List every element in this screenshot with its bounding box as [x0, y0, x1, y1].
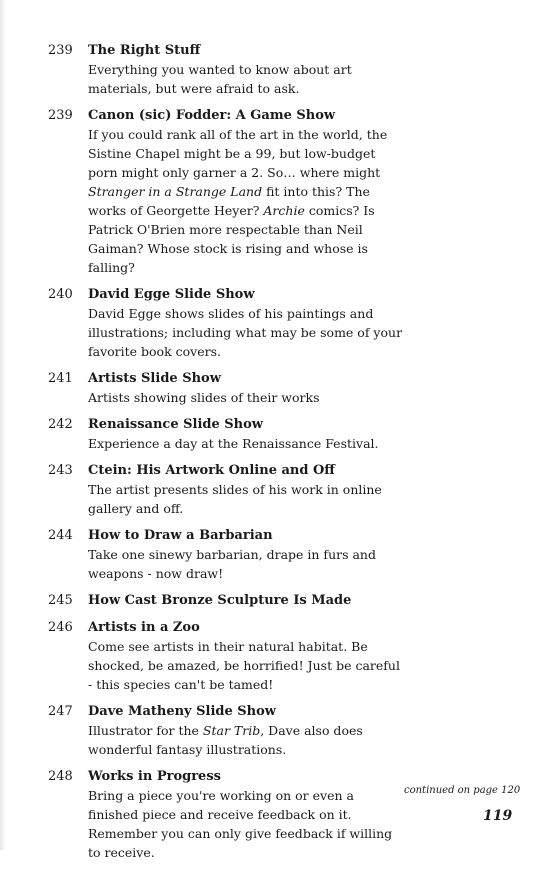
entry-body: [88, 591, 408, 610]
entry-description: Bring a piece you're working on or even a finished piece and receive feedback on it. Remember you can only give feedback if willing to receive.: [88, 788, 393, 860]
program-entry: [48, 369, 408, 407]
entry-body: [88, 285, 408, 361]
entry-title: David Egge Slide Show: [88, 287, 255, 302]
program-entry: [48, 106, 408, 277]
comic-title: Archie: [263, 203, 305, 218]
description-text: comics? Is Patrick O'Brien more respectable than Neil Gaiman? Whose stock is rising and whose is falling?: [88, 203, 375, 275]
entry-description: Take one sinewy barbarian, drape in furs and weapons - now draw!: [88, 547, 376, 581]
entry-body: [88, 369, 408, 407]
entry-number: 247: [48, 704, 73, 719]
entry-title: How Cast Bronze Sculpture Is Made: [88, 593, 352, 608]
entry-body: [88, 106, 408, 277]
program-entry: [48, 41, 408, 98]
entry-number: 239: [48, 108, 73, 123]
entry-title: Canon (sic) Fodder: A Game Show: [88, 108, 336, 123]
program-listing: [48, 41, 408, 870]
book-title: Stranger in a Strange Land: [88, 184, 263, 199]
entry-title: Artists in a Zoo: [88, 620, 200, 635]
description-text: , Dave also does wonderful fantasy illustrations.: [88, 723, 363, 757]
entry-title: How to Draw a Barbarian: [88, 528, 273, 543]
program-entry: [48, 618, 408, 694]
program-entry: [48, 767, 408, 862]
entry-number: 241: [48, 371, 73, 386]
program-entry: [48, 526, 408, 583]
entry-body: [88, 526, 408, 583]
entry-description: [88, 721, 408, 759]
entry-number: 245: [48, 593, 73, 608]
continued-note: continued on page 120: [404, 785, 521, 796]
entry-number: 242: [48, 417, 73, 432]
entry-number: 240: [48, 287, 73, 302]
entry-description: Everything you wanted to know about art materials, but were afraid to ask.: [88, 62, 352, 96]
entry-description: Come see artists in their natural habitat. Be shocked, be amazed, be horrified! Just be careful - this species can't be tamed!: [88, 639, 400, 692]
entry-description: Experience a day at the Renaissance Festival.: [88, 436, 379, 451]
entry-body: [88, 767, 408, 862]
description-text: If you could rank all of the art in the world, the Sistine Chapel might be a 99, but low-budget porn might only garner a 2. So… where might: [88, 127, 388, 180]
program-entry: [48, 461, 408, 518]
entry-body: [88, 41, 408, 98]
description-text: Illustrator for the: [88, 723, 203, 738]
page-binding-edge: [0, 0, 6, 850]
entry-title: Renaissance Slide Show: [88, 417, 263, 432]
description-text: fit into this? The works of Georgette Heyer?: [88, 184, 370, 218]
entry-number: 246: [48, 620, 73, 635]
entry-description: Artists showing slides of their works: [88, 390, 320, 405]
entry-description: [88, 125, 408, 277]
entry-number: 248: [48, 769, 73, 784]
entry-title: Artists Slide Show: [88, 371, 221, 386]
entry-body: [88, 702, 408, 759]
entry-title: Ctein: His Artwork Online and Off: [88, 463, 335, 478]
entry-description: The artist presents slides of his work in online gallery and off.: [88, 482, 382, 516]
entry-title: Dave Matheny Slide Show: [88, 704, 276, 719]
entry-number: 239: [48, 43, 73, 58]
entry-body: [88, 415, 408, 453]
program-entry: [48, 702, 408, 759]
entry-number: 244: [48, 528, 73, 543]
program-entry: [48, 415, 408, 453]
entry-title: Works in Progress: [88, 769, 221, 784]
newspaper-title: Star Trib: [202, 723, 261, 738]
entry-body: [88, 461, 408, 518]
entry-description: David Egge shows slides of his paintings and illustrations; including what may be some of your favorite book covers.: [88, 306, 403, 359]
entry-body: [88, 618, 408, 694]
entry-title: The Right Stuff: [88, 43, 201, 58]
program-entry: [48, 591, 408, 610]
page-number: 119: [483, 808, 513, 824]
program-entry: [48, 285, 408, 361]
entry-number: 243: [48, 463, 73, 478]
